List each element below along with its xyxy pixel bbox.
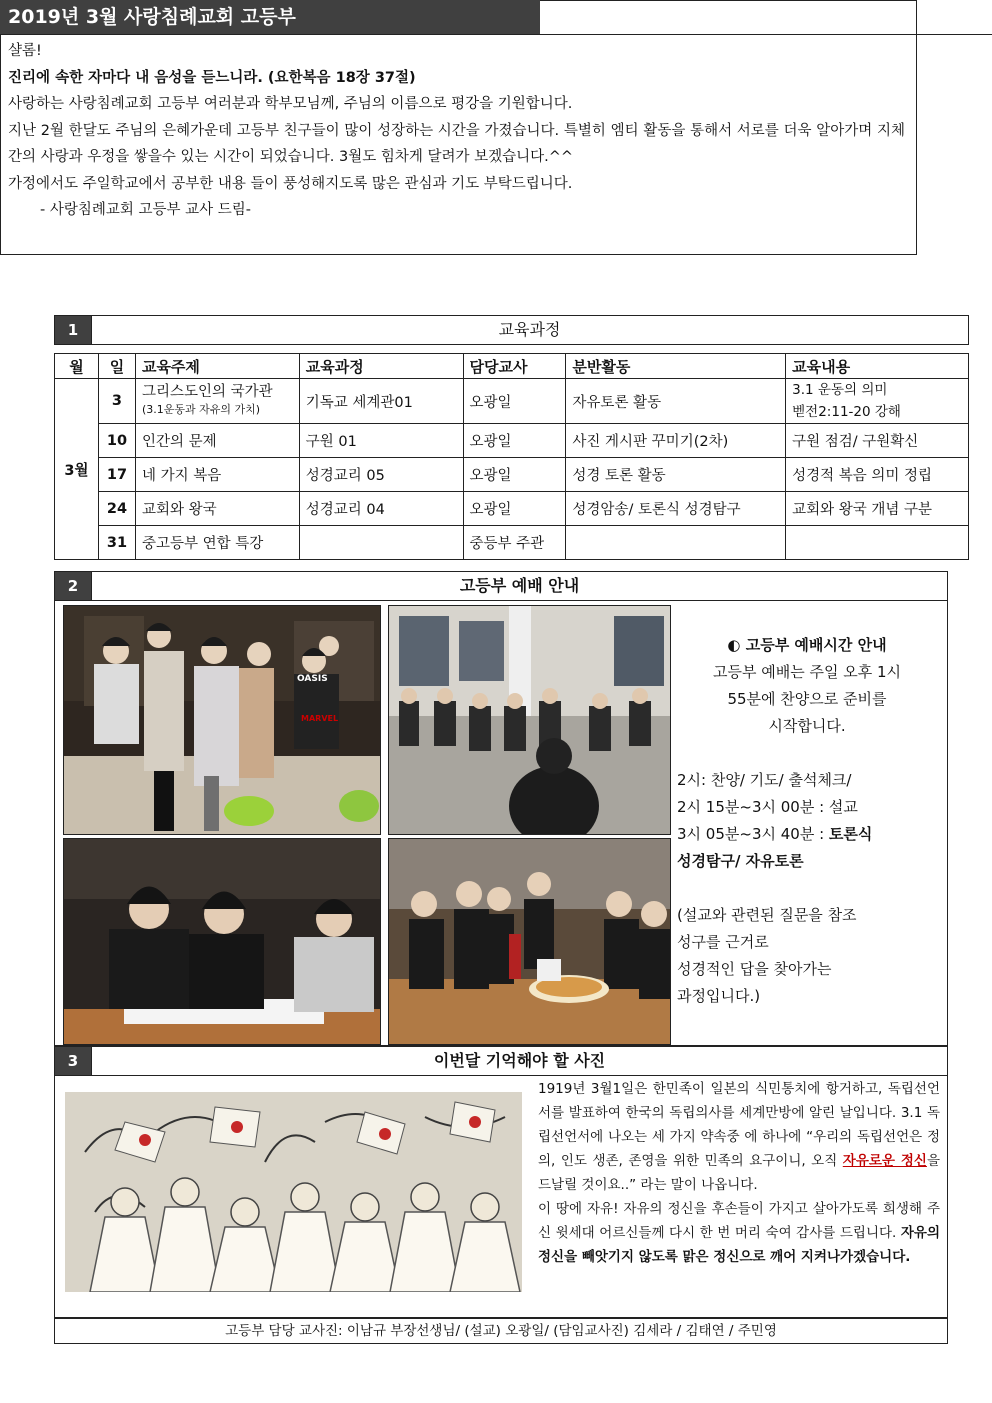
activity-cell: 성경암송/ 토론식 성경탐구 (566, 492, 786, 526)
table-row (55, 526, 969, 560)
greeting: 샬롬! (8, 43, 42, 59)
intro-para-2: 지난 2월 한달도 주님의 은혜가운데 고등부 친구들이 많이 성장하는 시간을 가졌습니다. 특별히 엠티 활동을 통해서 서로를 더욱 알아가며 지체간의 사랑과 우정을 쌓을수 있는 시간이 되었습니다. 3월도 힘차게 달려가 보겠습니다.^^ (8, 122, 905, 165)
activity-cell (566, 526, 786, 560)
col-header: 분반활동 (566, 354, 786, 379)
day-cell: 17 (98, 458, 135, 492)
note-line: 성구를 근거로 (677, 933, 769, 951)
marvel-shirt-text: MARVEL (301, 714, 339, 723)
worship-info-line: 고등부 예배는 주일 오후 1시 (712, 663, 901, 681)
teacher-cell: 오광일 (463, 424, 566, 458)
march-first-painting (65, 1092, 522, 1292)
signature: - 사랑침례교회 고등부 교사 드림- (40, 202, 251, 218)
table-header-row (55, 354, 969, 379)
content-cell (786, 379, 969, 424)
worship-info-line: 시작합니다. (768, 717, 846, 735)
course-cell (299, 526, 463, 560)
col-header: 교육주제 (135, 354, 299, 379)
content-cell: 구원 점검/ 구원확신 (786, 424, 969, 458)
schedule-time: 3시 05분~3시 40분 : (677, 825, 829, 843)
activity-cell: 성경 토론 활동 (566, 458, 786, 492)
col-header: 담당교사 (463, 354, 566, 379)
topic-cell: 네 가지 복음 (135, 458, 299, 492)
worship-info-title: ◐ 고등부 예배시간 안내 (727, 636, 887, 654)
section-title: 교육과정 (498, 320, 561, 339)
day-cell: 10 (98, 424, 135, 458)
schedule-line (677, 821, 937, 848)
course-cell: 구원 01 (299, 424, 463, 458)
teacher-cell: 중등부 주관 (463, 526, 566, 560)
worship-info-line: 55분에 찬양으로 준비를 (727, 690, 887, 708)
note-line: 과정입니다.) (677, 987, 761, 1005)
section-2 (54, 571, 948, 1046)
topic-text: 그리스도인의 국가관 (141, 384, 273, 400)
worship-time-info (677, 632, 937, 1010)
month-cell: 3월 (55, 379, 99, 560)
schedule-line: 성경탐구/ 자유토론 (677, 852, 804, 870)
schedule-activity: 토론식 (828, 825, 873, 843)
bible-verse: 진리에 속한 자마다 내 음성을 듣느니라. (요한복음 18장 37절) (8, 69, 416, 86)
teacher-cell: 오광일 (463, 379, 566, 424)
section-title: 고등부 예배 안내 (459, 576, 580, 595)
col-header: 월 (55, 354, 99, 379)
table-row (55, 492, 969, 526)
col-header: 교육내용 (786, 354, 969, 379)
course-cell: 성경교리 05 (299, 458, 463, 492)
course-cell: 성경교리 04 (299, 492, 463, 526)
teacher-cell: 오광일 (463, 492, 566, 526)
history-text-part-c: 이 땅에 자유! 자유의 정신을 후손들이 가지고 살아가도록 희생해 주신 윗세대 어르신들께 다시 한 번 머리 숙여 감사를 드립니다. (538, 1201, 940, 1241)
photo-boys-reading (63, 838, 381, 1045)
day-cell: 31 (98, 526, 135, 560)
history-text-part-a: 1919년 3월1일은 한민족이 일본의 식민통치에 항거하고, 독립선언서를 발표하여 한국의 독립의사를 세계만방에 알린 날입니다. 3.1 독립선언서에 나오는 세 가지 약속중 에 하나에 “우리의 독립선언은 정의, 인도 생존, 존영을 위한 민족의 요구이니, 오직 (538, 1081, 940, 1169)
topic-cell: 교회와 왕국 (135, 492, 299, 526)
activity-cell: 자유토론 활동 (566, 379, 786, 424)
section-number: 1 (55, 316, 92, 344)
schedule-line: 2시 15분~3시 00분 : 설교 (677, 798, 858, 816)
activity-cell: 사진 게시판 꾸미기(2차) (566, 424, 786, 458)
schedule-line: 2시: 찬양/ 기도/ 출석체크/ (677, 771, 852, 789)
table-row (55, 424, 969, 458)
topic-cell: 인간의 문제 (135, 424, 299, 458)
content-cell (786, 526, 969, 560)
intro-para-1: 사랑하는 사랑침례교회 고등부 여러분과 학부모님께, 주님의 이름으로 평강을 기원합니다. (8, 96, 573, 112)
section-number: 2 (55, 572, 92, 600)
photo-discussion-circle (388, 605, 671, 835)
section-1-header (54, 315, 969, 345)
day-cell: 3 (98, 379, 135, 424)
note-line: (설교와 관련된 질문을 참조 (677, 906, 857, 924)
section-number: 3 (55, 1047, 92, 1075)
content-text: 3.1 운동의 의미 (792, 382, 888, 398)
col-header: 일 (98, 354, 135, 379)
photo-students-singing (63, 605, 381, 835)
newsletter-header (0, 0, 917, 255)
content-text-2: 벧전2:11-20 강해 (792, 404, 901, 420)
content-cell: 성경적 복음 의미 정립 (786, 458, 969, 492)
intro-text (8, 38, 905, 224)
oasis-shirt-text: OASIS (297, 674, 328, 684)
newsletter-title: 2019년 3월 사랑침례교회 고등부 (0, 0, 540, 34)
course-cell: 기독교 세계관01 (299, 379, 463, 424)
topic-cell (135, 379, 299, 424)
history-text (538, 1077, 940, 1269)
section-title: 이번달 기억해야 할 사진 (433, 1051, 606, 1070)
intro-para-3: 가정에서도 주일학교에서 공부한 내용 들이 풍성해지도록 많은 관심과 기도 부탁드립니다. (8, 175, 573, 192)
history-highlight: 자유로운 정신 (842, 1153, 927, 1169)
topic-subtext: (3.1운동과 자유의 가치) (141, 403, 261, 416)
table-row (55, 458, 969, 492)
topic-cell: 중고등부 연합 특강 (135, 526, 299, 560)
content-cell: 교회와 왕국 개념 구분 (786, 492, 969, 526)
day-cell: 24 (98, 492, 135, 526)
table-row (55, 379, 969, 424)
section-3 (54, 1046, 948, 1318)
history-text-bold: 자유의 정신을 빼앗기지 않도록 맑은 정신으로 깨어 지켜나가겠습니다. (538, 1225, 940, 1265)
col-header: 교육과정 (299, 354, 463, 379)
teacher-cell: 오광일 (463, 458, 566, 492)
section-3-header (54, 1046, 948, 1076)
teacher-footer: 고등부 담당 교사진: 이남규 부장선생님/ (설교) 오광일/ (담임교사진) 김세라 / 김태연 / 주민영 (54, 1318, 948, 1344)
section-2-header (54, 571, 948, 601)
photo-pizza-party (388, 838, 671, 1045)
history-text-part-b: 을 드날릴 것이요..” 라는 말이 나옵니다. (538, 1153, 940, 1193)
curriculum-table (54, 353, 969, 560)
note-line: 성경적인 답을 찾아가는 (677, 960, 832, 978)
